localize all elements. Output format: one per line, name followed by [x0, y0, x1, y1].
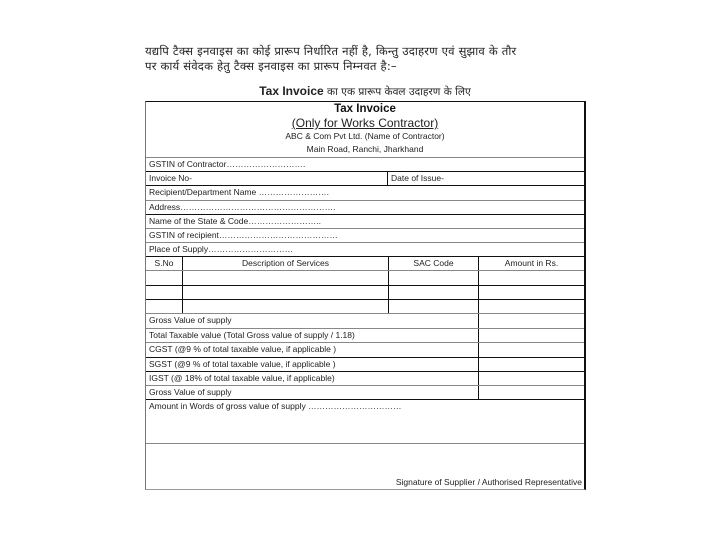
service-sno[interactable]: [146, 271, 182, 285]
summary-amount[interactable]: [478, 358, 584, 371]
gstin-recipient-field[interactable]: GSTIN of recipient……………………………………: [149, 230, 338, 240]
summary-amount[interactable]: [478, 329, 584, 342]
service-row: [146, 285, 584, 299]
summary-row-gross: [146, 313, 584, 328]
summary-label: Total Taxable value (Total Gross value of supply / 1.18): [149, 330, 355, 340]
signature-row: [146, 443, 584, 490]
summary-row-gross-final: [146, 385, 584, 399]
summary-label: IGST (@ 18% of total taxable value, if applicable): [149, 373, 335, 383]
service-sac[interactable]: [388, 300, 478, 313]
service-amount[interactable]: [478, 286, 584, 299]
intro-line-1: यद्यपि टैक्स इनवाइस का कोई प्रारूप निर्धारित नहीं है, किन्तु उदाहरण एवं सुझाव के तौर: [145, 44, 517, 58]
format-caption: [145, 84, 585, 99]
service-amount[interactable]: [478, 300, 584, 313]
address-row: [146, 200, 584, 214]
service-amount[interactable]: [478, 271, 584, 285]
recipient-field[interactable]: Recipient/Department Name …………………….: [149, 187, 329, 197]
invoice-title: Tax Invoice: [334, 103, 396, 115]
service-description[interactable]: [182, 300, 388, 313]
invoice-no-field[interactable]: Invoice No-: [149, 173, 192, 183]
summary-row-cgst: [146, 342, 584, 357]
service-sac[interactable]: [388, 286, 478, 299]
summary-label: Gross Value of supply: [149, 315, 232, 325]
caption-bold: Tax Invoice: [259, 84, 324, 98]
col-sac: SAC Code: [388, 257, 478, 270]
summary-row-taxable: [146, 328, 584, 342]
address-field[interactable]: Address……………………………………………….: [149, 202, 336, 212]
services-header-row: [146, 256, 584, 270]
summary-row-igst: [146, 371, 584, 385]
service-sno[interactable]: [146, 286, 182, 299]
tax-invoice-form: [145, 101, 586, 490]
summary-amount[interactable]: [478, 314, 584, 328]
col-amount: Amount in Rs.: [478, 257, 584, 270]
service-row: [146, 270, 584, 285]
state-code-field[interactable]: Name of the State & Code……………………..: [149, 216, 321, 226]
invoice-subtitle: (Only for Works Contractor): [291, 116, 439, 130]
summary-label: Gross Value of supply: [149, 387, 232, 397]
summary-amount[interactable]: [478, 386, 584, 399]
summary-amount[interactable]: [478, 372, 584, 385]
gstin-contractor-field[interactable]: GSTIN of Contractor……………………….: [149, 159, 306, 169]
place-of-supply-row: [146, 242, 584, 256]
col-sno: S.No: [154, 258, 174, 268]
service-sno[interactable]: [146, 300, 182, 313]
service-row: [146, 299, 584, 313]
service-description[interactable]: [182, 271, 388, 285]
recipient-row: [146, 185, 584, 200]
summary-row-sgst: [146, 357, 584, 371]
invoice-header: [146, 102, 584, 157]
service-description[interactable]: [182, 286, 388, 299]
amount-in-words-row: [146, 399, 584, 443]
intro-paragraph: [145, 44, 595, 74]
summary-label: SGST (@9 % of total taxable value, if applicable ): [149, 359, 336, 369]
summary-amount[interactable]: [478, 343, 584, 357]
amount-in-words-field[interactable]: Amount in Words of gross value of supply ……………………………: [149, 401, 402, 411]
summary-label: CGST (@9 % of total taxable value, if applicable ): [149, 344, 337, 354]
gstin-recipient-row: [146, 228, 584, 242]
col-description: Description of Services: [182, 257, 388, 270]
caption-rest: का एक प्रारूप केवल उदाहरण के लिए: [323, 86, 471, 98]
invoice-no-row: [146, 171, 584, 185]
company-address: Main Road, Ranchi, Jharkhand: [306, 144, 424, 154]
signature-label: Signature of Supplier / Authorised Representative: [395, 477, 582, 487]
service-sac[interactable]: [388, 271, 478, 285]
gstin-contractor-row: [146, 157, 584, 171]
intro-line-2: पर कार्य संवेदक हेतु टैक्स इनवाइस का प्रारूप निम्नवत है:–: [145, 59, 397, 73]
state-code-row: [146, 214, 584, 228]
company-name: ABC & Com Pvt Ltd. (Name of Contractor): [285, 131, 445, 141]
date-of-issue-field[interactable]: Date of Issue-: [387, 172, 584, 185]
place-of-supply-field[interactable]: Place of Supply…………………………: [149, 244, 294, 254]
